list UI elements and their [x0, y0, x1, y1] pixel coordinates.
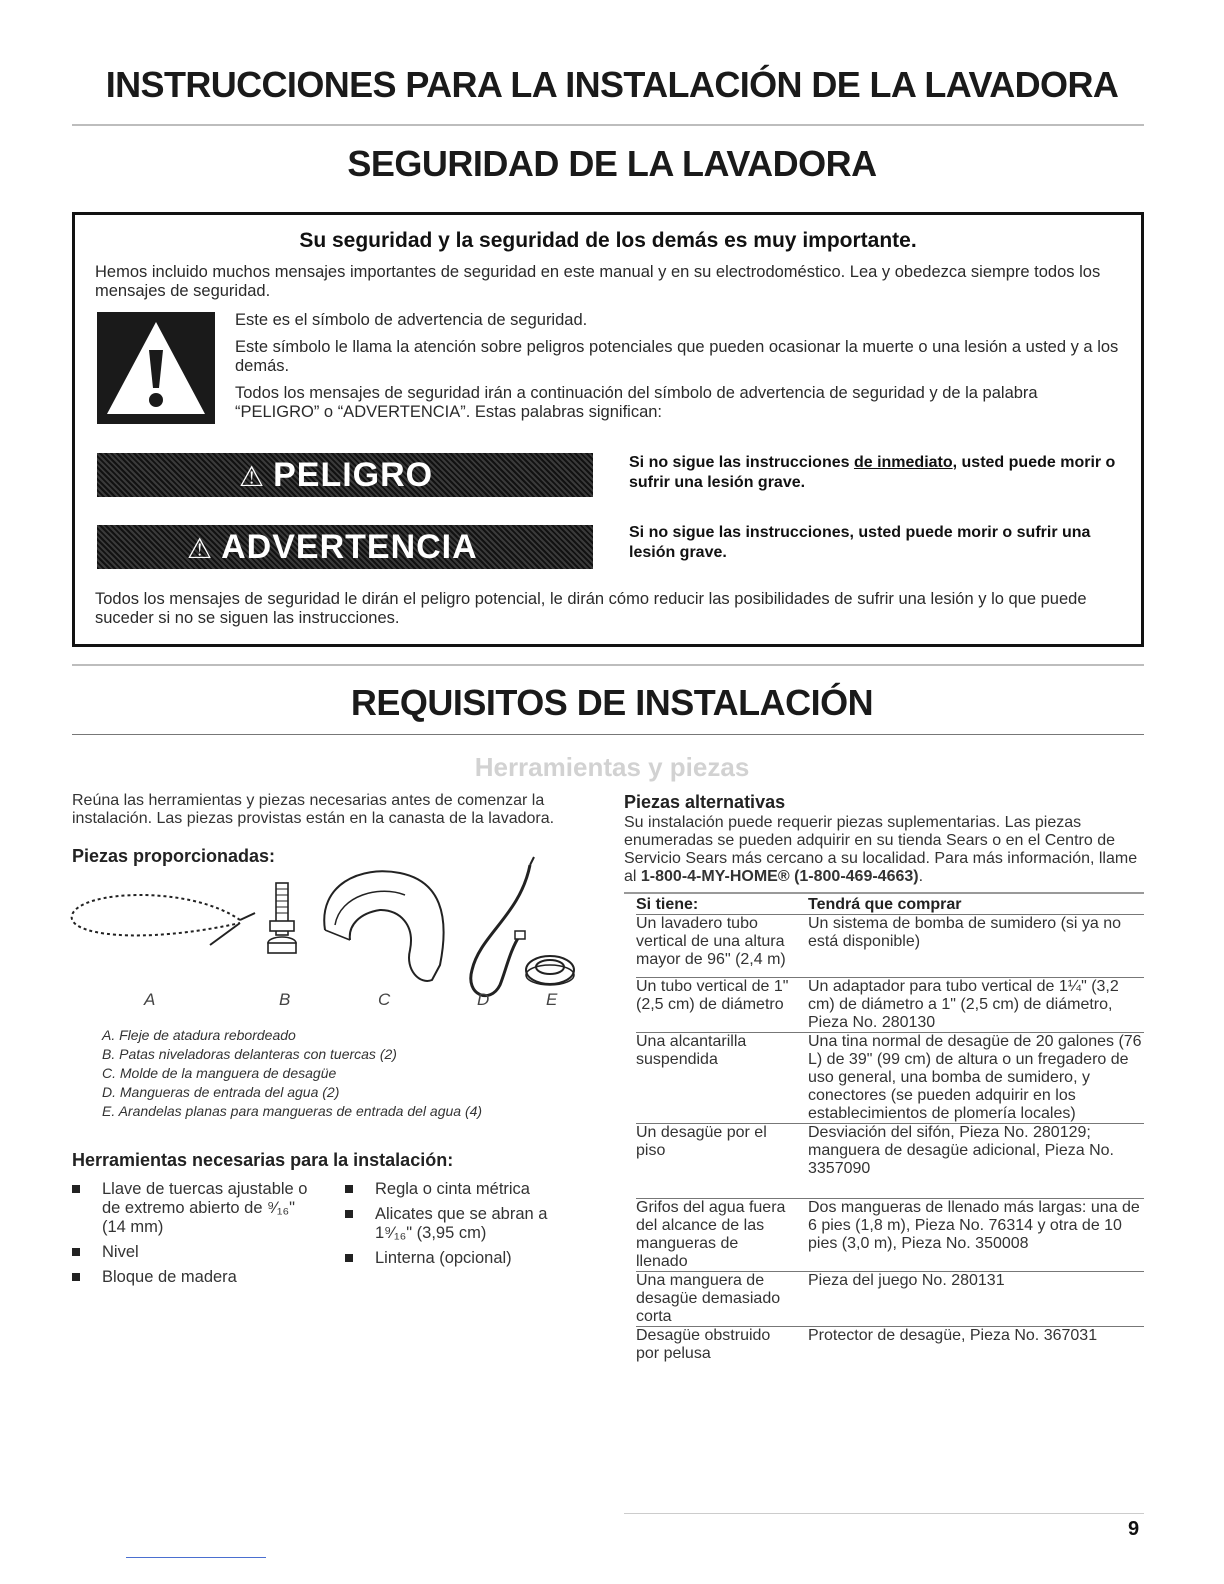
- drain-hose-form: [324, 871, 443, 981]
- table-top-rule: [624, 892, 1144, 894]
- safety-box-title: Su seguridad y la seguridad de los demás es muy importante.: [299, 229, 917, 252]
- table-cell: Grifos del agua fuera del alcance de las mangueras de llenado: [636, 1199, 808, 1272]
- table-cell: Una manguera de desagüe demasiado corta: [636, 1272, 808, 1327]
- safety-box: [72, 212, 1144, 647]
- alert-icon: ⚠: [187, 533, 214, 564]
- safety-divider: [72, 664, 1144, 666]
- table-row: [636, 1033, 1144, 1124]
- list-item: Bloque de madera: [70, 1268, 320, 1287]
- table-cell: Un desagüe por el piso: [636, 1124, 808, 1199]
- advertencia-banner: [97, 525, 593, 569]
- table-cell: Pieza del juego No. 280131: [808, 1272, 1144, 1327]
- part-letter-c: C: [378, 990, 391, 1009]
- safety-footer: Todos los mensajes de seguridad le dirán el peligro potencial, le dirán cómo reducir las posibilidades de sufrir una lesión y lo que puede suceder si no se siguen las instrucciones.: [95, 590, 1087, 627]
- alternative-parts-title: Piezas alternativas: [624, 792, 786, 812]
- title-divider: [72, 124, 1144, 126]
- caption-d: D. Mangueras de entrada del agua (2): [102, 1084, 340, 1100]
- table-cell: Dos mangueras de llenado más largas: una de 6 pies (1,8 m), Pieza No. 76314 y otra de 10 pies (3,0 m), Pieza No. 350008: [808, 1199, 1144, 1272]
- table-header-have: Si tiene:: [636, 896, 699, 913]
- tools-intro: Reúna las herramientas y piezas necesarias antes de comenzar la instalación. Las piezas provistas están en la canasta de la lavadora.: [72, 792, 555, 827]
- list-item: Nivel: [70, 1243, 320, 1262]
- tools-list-right: [343, 1180, 573, 1274]
- caption-e: E. Arandelas planas para mangueras de entrada del agua (4): [102, 1103, 483, 1119]
- part-letter-e: E: [546, 990, 558, 1009]
- parts-illustration: [60, 855, 580, 1020]
- alert-icon: ⚠: [239, 461, 266, 492]
- alt-intro-text: Su instalación puede requerir piezas suplementarias. Las piezas enumeradas se pueden adquirir en su tienda Sears o en el Centro de Servicio Sears más cercano a su localidad. Para más información, llame al: [624, 814, 1138, 885]
- table-header-row: [636, 896, 1144, 915]
- table-cell: Desagüe obstruido por pelusa: [636, 1327, 808, 1364]
- table-cell: Una tina normal de desagüe de 20 galones (76 L) de 39" (99 cm) de altura o un fregadero de uso general, una bomba de sumidero, y conectores (se pueden adquirir en los establecimientos de plomería locales): [808, 1033, 1144, 1124]
- symbol-line-1: Este es el símbolo de advertencia de seguridad.: [235, 311, 588, 329]
- symbol-line-3: Todos los mensajes de seguridad irán a continuación del símbolo de advertencia de seguridad y de la palabra “PELIGRO” o “ADVERTENCIA”. Estas palabras significan:: [235, 384, 1038, 421]
- beaded-tie-strap: [72, 895, 255, 945]
- list-item: Alicates que se abran a 1⁹⁄₁₆" (3,95 cm): [343, 1205, 573, 1243]
- table-bottom-rule: [624, 1513, 1144, 1514]
- leveling-leg: [268, 883, 296, 953]
- list-item: Regla o cinta métrica: [343, 1180, 573, 1199]
- caption-b: B. Patas niveladoras delanteras con tuercas (2): [102, 1046, 397, 1062]
- tools-title: Herramientas necesarias para la instalación:: [72, 1150, 454, 1170]
- table-cell: Protector de desagüe, Pieza No. 367031: [808, 1327, 1144, 1364]
- peligro-banner: [97, 453, 593, 497]
- part-letter-d: D: [477, 990, 490, 1009]
- table-row: [636, 1124, 1144, 1199]
- part-letter-a: A: [144, 990, 156, 1009]
- safety-heading: SEGURIDAD DE LA LAVADORA: [347, 143, 877, 184]
- peligro-label: PELIGRO: [273, 456, 434, 494]
- page-title: INSTRUCCIONES PARA LA INSTALACIÓN DE LA LAVADORA: [105, 64, 1119, 105]
- peligro-message: [629, 453, 1119, 493]
- warning-triangle-icon: [97, 312, 215, 424]
- alternative-parts-table: [636, 896, 1144, 1363]
- table-cell: Un lavadero tubo vertical de una altura mayor de 96" (2,4 m): [636, 915, 808, 978]
- flat-washer: [526, 956, 574, 985]
- table-cell: Un sistema de bomba de sumidero (si ya no está disponible): [808, 915, 1144, 978]
- list-item: Llave de tuercas ajustable o de extremo abierto de ⁹⁄₁₆" (14 mm): [70, 1180, 320, 1237]
- inlet-hose: [471, 857, 534, 996]
- list-item: Linterna (opcional): [343, 1249, 573, 1268]
- caption-a: A. Fleje de atadura rebordeado: [102, 1027, 296, 1043]
- tools-subheading: Herramientas y piezas: [474, 752, 750, 782]
- table-row: [636, 915, 1144, 978]
- symbol-line-2: Este símbolo le llama la atención sobre peligros potenciales que pueden ocasionar la muerte o una lesión a usted y a los demás.: [235, 338, 1119, 375]
- peligro-msg-underline: de inmediato: [853, 454, 953, 471]
- table-row: [636, 1327, 1144, 1364]
- table-cell: Desviación del sifón, Pieza No. 280129; manguera de desagüe adicional, Pieza No. 3357090: [808, 1124, 1144, 1199]
- alt-intro-end: .: [918, 868, 924, 885]
- tools-list-left: [70, 1180, 320, 1293]
- table-row: [636, 1199, 1144, 1272]
- peligro-msg-part-a: Si no sigue las instrucciones: [629, 454, 854, 471]
- table-header-buy: Tendrá que comprar: [808, 896, 962, 913]
- table-row: [636, 978, 1144, 1033]
- table-cell: Un adaptador para tubo vertical de 1¼" (3,2 cm) de diámetro a 1" (2,5 cm) de diámetro, Pieza No. 280130: [808, 978, 1144, 1033]
- peligro-msg-part-b: , usted puede morir o sufrir una lesión grave.: [629, 454, 1116, 491]
- provided-parts-title: Piezas proporcionadas:: [72, 846, 276, 866]
- table-row: [636, 1272, 1144, 1327]
- table-cell: Un tubo vertical de 1" (2,5 cm) de diámetro: [636, 978, 808, 1033]
- footer-link-rule: [126, 1557, 266, 1558]
- safety-alert-symbol: [97, 312, 215, 424]
- page-number: 9: [1128, 1518, 1140, 1540]
- part-letter-b: B: [279, 990, 291, 1009]
- requisitos-divider: [72, 734, 1144, 735]
- advertencia-label: ADVERTENCIA: [221, 528, 478, 566]
- phone-number: 1-800-4-MY-HOME® (1-800-469-4663): [640, 868, 919, 885]
- alternative-parts-intro: [624, 814, 1144, 886]
- safety-intro: Hemos incluido muchos mensajes importantes de seguridad en este manual y en su electrodoméstico. Lea y obedezca siempre todos los mensajes de seguridad.: [95, 263, 1101, 300]
- caption-c: C. Molde de la manguera de desagüe: [102, 1065, 337, 1081]
- table-cell: Una alcantarilla suspendida: [636, 1033, 808, 1124]
- advertencia-message: Si no sigue las instrucciones, usted puede morir o sufrir una lesión grave.: [629, 524, 1091, 561]
- requisitos-heading: REQUISITOS DE INSTALACIÓN: [350, 682, 874, 723]
